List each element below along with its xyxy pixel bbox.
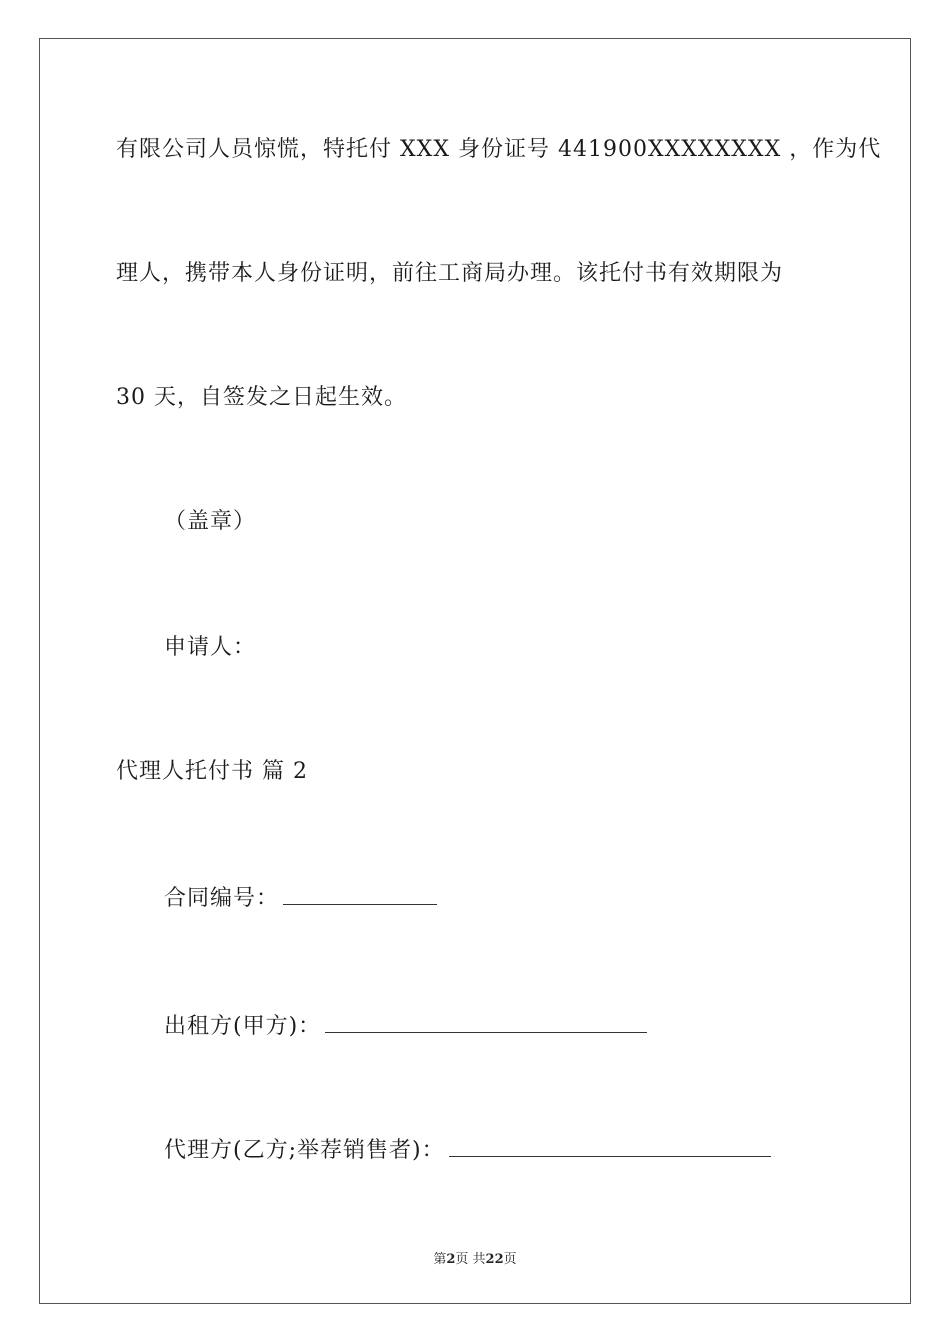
seal-label: （盖章） [164, 509, 257, 534]
agent-blank [449, 1134, 771, 1157]
contract-number-label: 合同编号： [164, 886, 280, 911]
agent-label: 代理方(乙方;举荐销售者)： [164, 1138, 445, 1163]
contract-number-blank [283, 882, 437, 905]
page-border [39, 38, 911, 1304]
footer-total-pages: 22 [485, 1252, 504, 1267]
footer-page-number: 2 [446, 1252, 456, 1267]
footer-prefix: 第 [433, 1252, 447, 1267]
lessor-label: 出租方(甲方)： [164, 1014, 322, 1039]
applicant-label: 申请人： [164, 635, 257, 660]
lessor-blank [325, 1010, 647, 1033]
body-line-2: 理人，携带本人身份证明，前往工商局办理。该托付书有效期限为 [116, 261, 784, 286]
body-line-3: 30 天，自签发之日起生效。 [116, 385, 407, 410]
contract-number-row [164, 882, 437, 913]
body-line-1: 有限公司人员惊慌，特托付 XXX 身份证号 441900XXXXXXXX ，作为代 [116, 137, 882, 162]
agent-row [164, 1134, 771, 1165]
footer-suffix: 页 [503, 1252, 517, 1267]
footer-mid: 页 共 [455, 1252, 486, 1267]
page-footer [0, 1248, 950, 1267]
lessor-row [164, 1010, 647, 1041]
section-heading: 代理人托付书 篇 2 [116, 759, 308, 784]
